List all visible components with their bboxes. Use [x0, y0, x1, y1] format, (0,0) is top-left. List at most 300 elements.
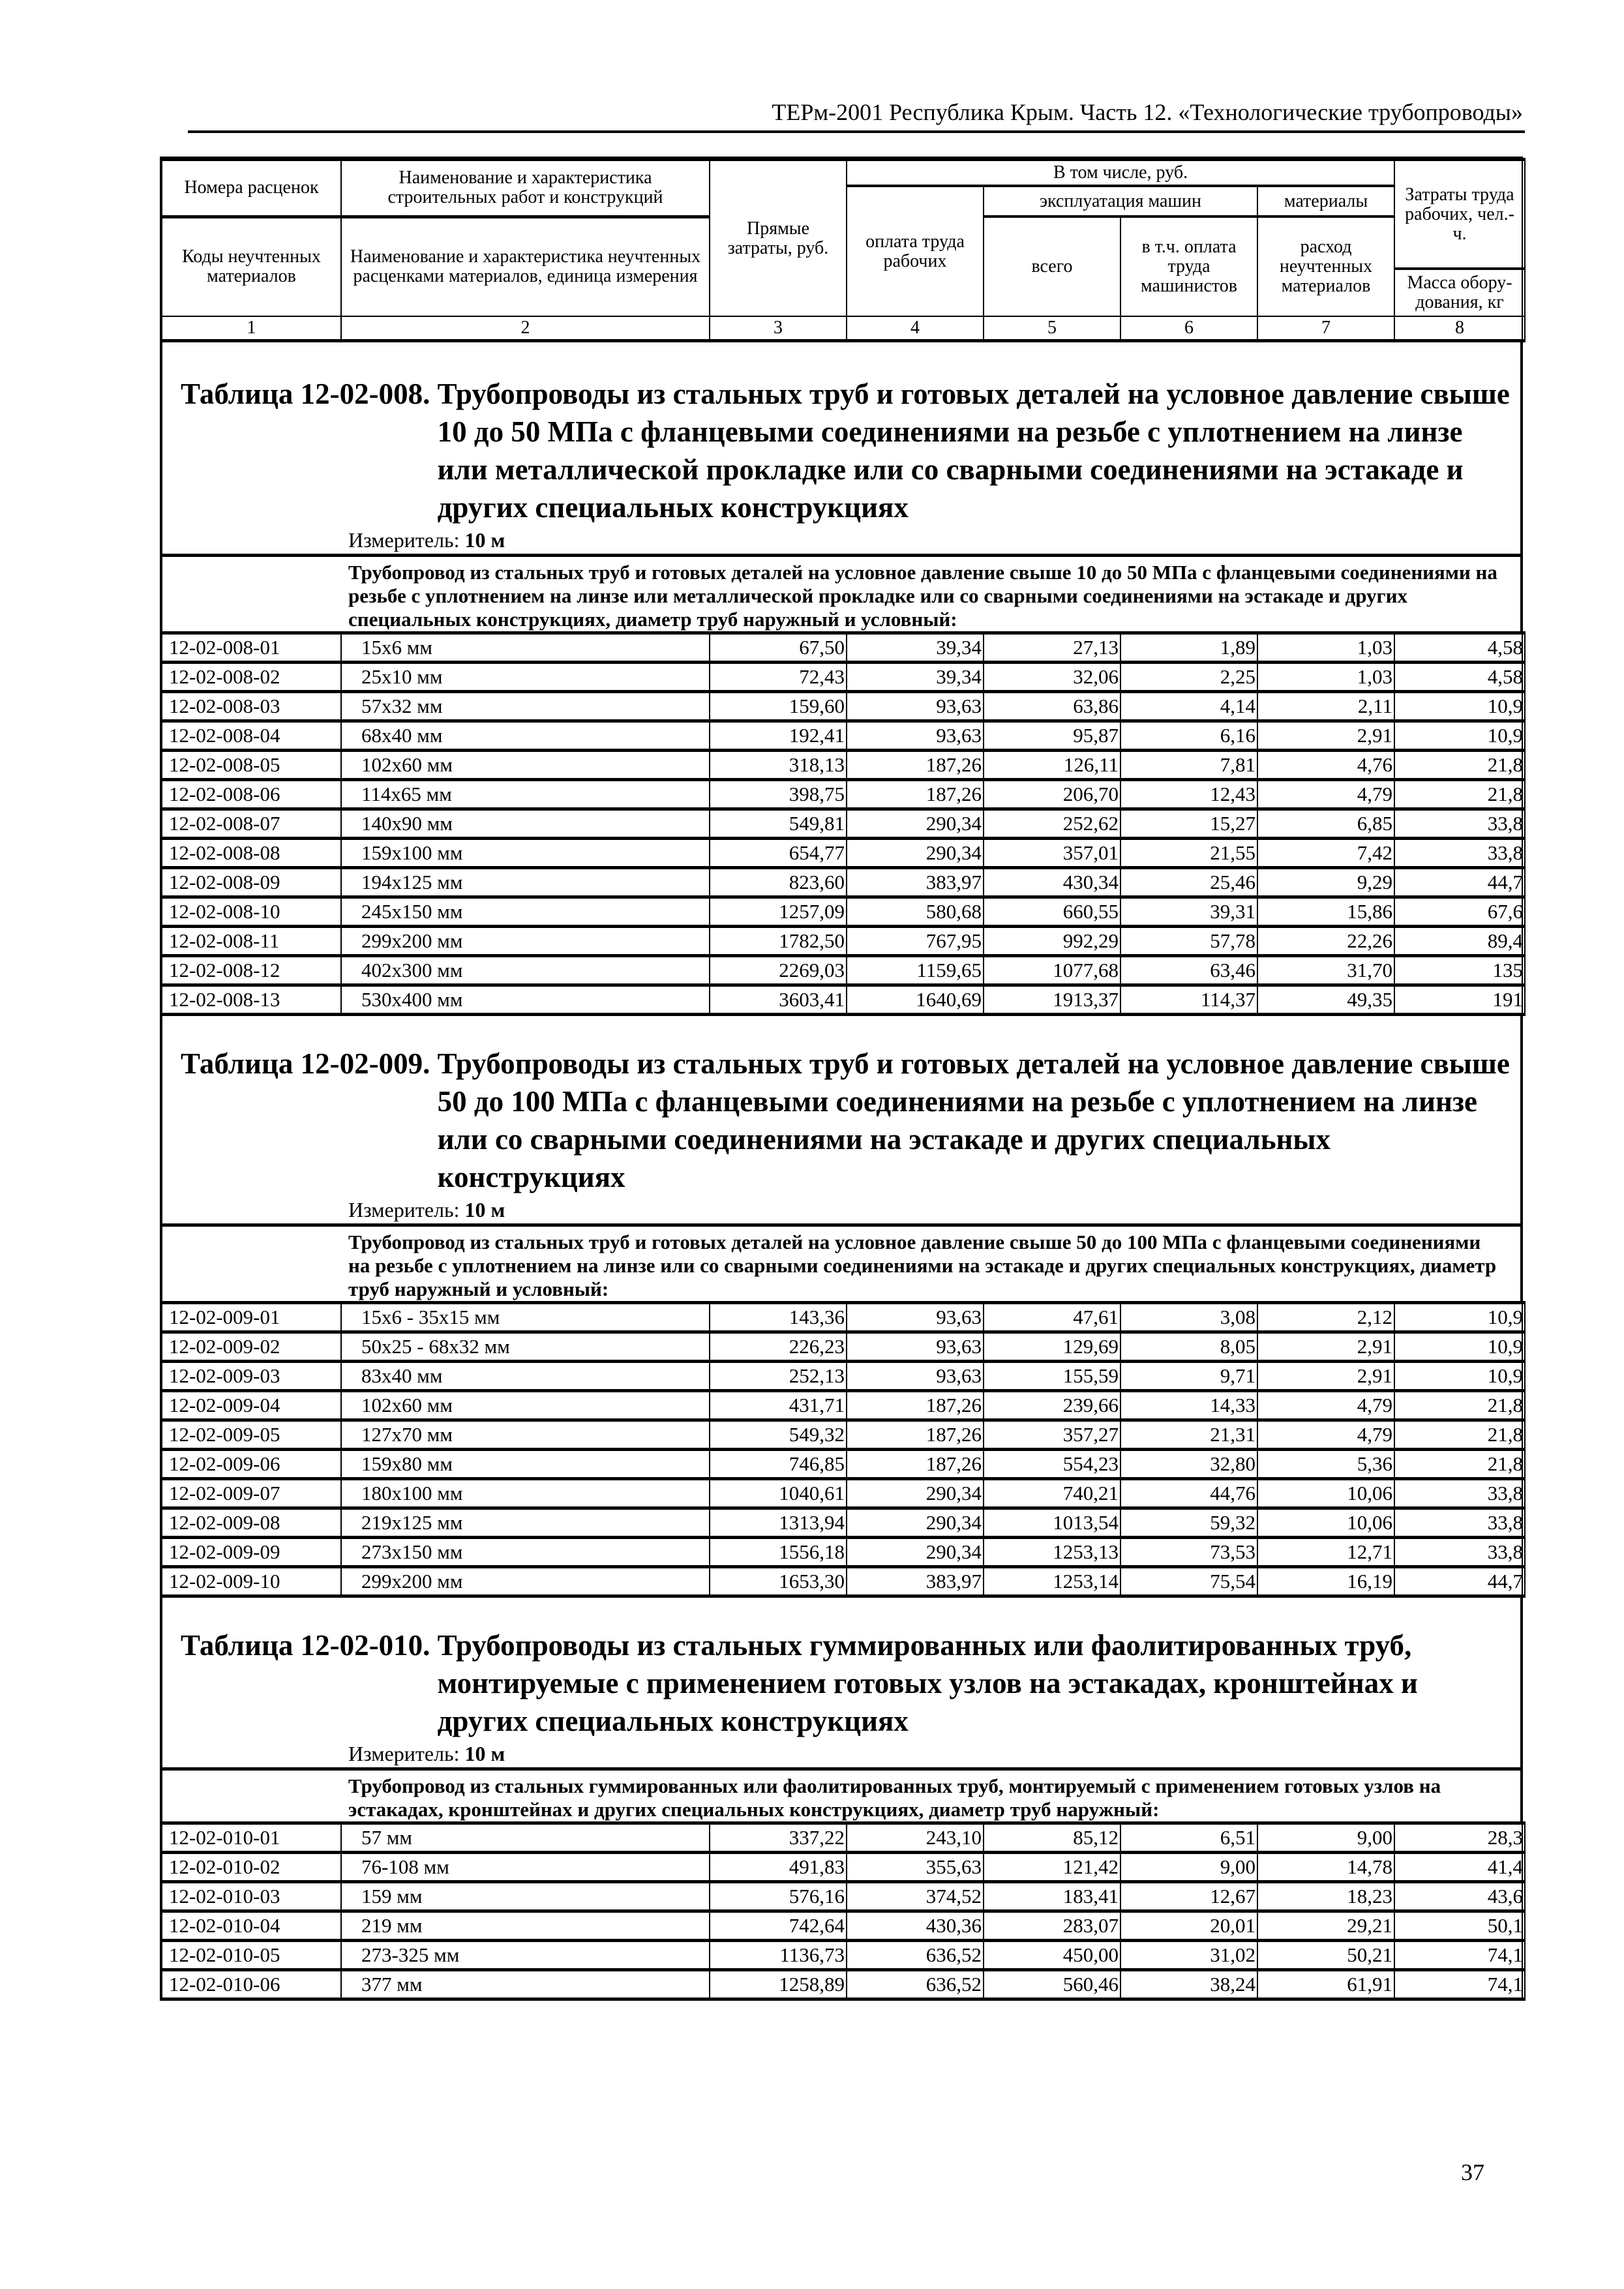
labor-pay-cell: 1159,65: [847, 956, 984, 985]
labor-hours-cell: 33,8: [1394, 1538, 1525, 1567]
section-label: Таблица 12-02-010.: [181, 1629, 430, 1662]
direct-costs-cell: 192,41: [710, 721, 847, 751]
labor-pay-cell: 1640,69: [847, 985, 984, 1015]
table-row: [162, 1420, 1525, 1450]
pipe-size: 76-108 мм: [341, 1853, 710, 1882]
labor-hours-cell: 4,58: [1394, 633, 1525, 663]
machines-total-cell: 27,13: [984, 633, 1120, 663]
machines-total-cell: 992,29: [984, 927, 1120, 956]
rate-code: 12-02-009-10: [162, 1567, 341, 1596]
direct-costs-cell: 398,75: [710, 780, 847, 809]
table-section: [161, 1626, 1522, 1821]
labor-pay-cell: 187,26: [847, 751, 984, 780]
machines-total-cell: 1913,37: [984, 985, 1120, 1015]
table-row: [162, 809, 1525, 839]
measure-label: Измеритель:: [348, 528, 460, 552]
section-title: [162, 1626, 1520, 1740]
labor-hours-cell: 74,1: [1394, 1941, 1525, 1970]
machines-total-cell: 1013,54: [984, 1508, 1120, 1538]
column-number: 8: [1394, 316, 1525, 341]
pipe-size: 102х60 мм: [341, 751, 710, 780]
rate-code: 12-02-009-01: [162, 1303, 341, 1332]
labor-pay-cell: 430,36: [847, 1911, 984, 1941]
rate-code: 12-02-008-13: [162, 985, 341, 1015]
header-machines: эксплуатация машин: [984, 186, 1257, 217]
column-number: 3: [710, 316, 847, 341]
measure-value: 10 м: [464, 1742, 505, 1765]
labor-hours-cell: 21,8: [1394, 780, 1525, 809]
table-row: [162, 751, 1525, 780]
table-row: [162, 1391, 1525, 1420]
direct-costs-cell: 159,60: [710, 692, 847, 721]
materials-cell: 9,00: [1257, 1823, 1394, 1853]
materials-cell: 14,78: [1257, 1853, 1394, 1882]
rates-table: [161, 1821, 1526, 2001]
header-rule: [188, 130, 1525, 133]
materials-cell: 31,70: [1257, 956, 1394, 985]
materials-cell: 6,85: [1257, 809, 1394, 839]
machines-total-cell: 155,59: [984, 1362, 1120, 1391]
section-title-text: Трубопроводы из стальных гуммированных или фаолитированных труб, монтируемые с применением готовых узлов на эстакадах, кронштейнах и других специальных конструкциях: [437, 1629, 1418, 1737]
machines-labor-cell: 7,81: [1120, 751, 1257, 780]
pipe-size: 402х300 мм: [341, 956, 710, 985]
machines-total-cell: 283,07: [984, 1911, 1120, 1941]
table-row: [162, 663, 1525, 692]
pipe-size: 180х100 мм: [341, 1479, 710, 1508]
direct-costs-cell: 549,81: [710, 809, 847, 839]
labor-pay-cell: 39,34: [847, 633, 984, 663]
machines-labor-cell: 57,78: [1120, 927, 1257, 956]
header-materials: материалы: [1257, 186, 1394, 217]
labor-hours-cell: 41,4: [1394, 1853, 1525, 1882]
materials-cell: 2,12: [1257, 1303, 1394, 1332]
labor-hours-cell: 10,9: [1394, 1332, 1525, 1362]
labor-hours-cell: 21,8: [1394, 1450, 1525, 1479]
machines-labor-cell: 8,05: [1120, 1332, 1257, 1362]
machines-total-cell: 1077,68: [984, 956, 1120, 985]
direct-costs-cell: 742,64: [710, 1911, 847, 1941]
rate-code: 12-02-009-05: [162, 1420, 341, 1450]
labor-hours-cell: 44,7: [1394, 868, 1525, 897]
table-row: [162, 1941, 1525, 1970]
rate-code: 12-02-009-02: [162, 1332, 341, 1362]
labor-pay-cell: 290,34: [847, 1479, 984, 1508]
section-label: Таблица 12-02-009.: [181, 1047, 430, 1080]
pipe-size: 377 мм: [341, 1970, 710, 1999]
header-materials-consumption: расход неучтенных материалов: [1257, 217, 1394, 316]
header-direct-costs: Прямые затраты, руб.: [710, 160, 847, 317]
running-head: ТЕРм-2001 Республика Крым. Часть 12. «Технологические трубопроводы»: [772, 99, 1523, 125]
machines-labor-cell: 3,08: [1120, 1303, 1257, 1332]
materials-cell: 5,36: [1257, 1450, 1394, 1479]
table-row: [162, 1538, 1525, 1567]
labor-pay-cell: 93,63: [847, 721, 984, 751]
labor-hours-cell: 21,8: [1394, 751, 1525, 780]
machines-total-cell: 252,62: [984, 809, 1120, 839]
direct-costs-cell: 431,71: [710, 1391, 847, 1420]
measure-unit: [162, 526, 1520, 554]
direct-costs-cell: 2269,03: [710, 956, 847, 985]
table-row: [162, 1303, 1525, 1332]
labor-pay-cell: 290,34: [847, 1538, 984, 1567]
labor-pay-cell: 355,63: [847, 1853, 984, 1882]
materials-cell: 2,91: [1257, 721, 1394, 751]
rate-code: 12-02-009-04: [162, 1391, 341, 1420]
materials-cell: 1,03: [1257, 663, 1394, 692]
column-number: 6: [1120, 316, 1257, 341]
labor-pay-cell: 290,34: [847, 809, 984, 839]
labor-hours-cell: 43,6: [1394, 1882, 1525, 1911]
machines-labor-cell: 73,53: [1120, 1538, 1257, 1567]
labor-hours-cell: 21,8: [1394, 1420, 1525, 1450]
materials-cell: 7,42: [1257, 839, 1394, 868]
rate-code: 12-02-010-05: [162, 1941, 341, 1970]
machines-total-cell: 95,87: [984, 721, 1120, 751]
labor-pay-cell: 636,52: [847, 1941, 984, 1970]
machines-total-cell: 121,42: [984, 1853, 1120, 1882]
section-gap: [161, 1016, 1522, 1045]
header-material-codes: Коды неучтенных материалов: [162, 217, 341, 316]
materials-cell: 10,06: [1257, 1508, 1394, 1538]
labor-pay-cell: 374,52: [847, 1882, 984, 1911]
header-material-name: Наименование и характеристика неучтенных расценками материалов, единица измерения: [341, 217, 710, 316]
table-row: [162, 839, 1525, 868]
machines-labor-cell: 114,37: [1120, 985, 1257, 1015]
materials-cell: 1,03: [1257, 633, 1394, 663]
machines-total-cell: 126,11: [984, 751, 1120, 780]
direct-costs-cell: 1556,18: [710, 1538, 847, 1567]
labor-hours-cell: 10,9: [1394, 721, 1525, 751]
pipe-size: 140х90 мм: [341, 809, 710, 839]
section-gap: [161, 342, 1522, 375]
direct-costs-cell: 252,13: [710, 1362, 847, 1391]
column-number: 1: [162, 316, 341, 341]
machines-labor-cell: 9,00: [1120, 1853, 1257, 1882]
table-row: [162, 897, 1525, 927]
pipe-size: 219х125 мм: [341, 1508, 710, 1538]
materials-cell: 61,91: [1257, 1970, 1394, 1999]
rates-table: [161, 631, 1526, 1016]
labor-hours-cell: 33,8: [1394, 1479, 1525, 1508]
machines-total-cell: 239,66: [984, 1391, 1120, 1420]
machines-total-cell: 450,00: [984, 1941, 1120, 1970]
header-labor-cost: Затраты труда рабочих, чел.-ч.: [1394, 160, 1525, 269]
machines-total-cell: 129,69: [984, 1332, 1120, 1362]
direct-costs-cell: 1258,89: [710, 1970, 847, 1999]
materials-cell: 4,79: [1257, 1391, 1394, 1420]
materials-cell: 29,21: [1257, 1911, 1394, 1941]
rate-code: 12-02-008-08: [162, 839, 341, 868]
rate-code: 12-02-010-01: [162, 1823, 341, 1853]
table-row: [162, 1911, 1525, 1941]
machines-total-cell: 63,86: [984, 692, 1120, 721]
table-row: [162, 927, 1525, 956]
column-number: 2: [341, 316, 710, 341]
pipe-size: 530х400 мм: [341, 985, 710, 1015]
table-row: [162, 1362, 1525, 1391]
table-row: [162, 985, 1525, 1015]
table-section: [161, 375, 1522, 631]
labor-pay-cell: 290,34: [847, 1508, 984, 1538]
table-row: [162, 1450, 1525, 1479]
header-equipment-mass: Масса обору-дования, кг: [1394, 269, 1525, 316]
materials-cell: 18,23: [1257, 1882, 1394, 1911]
pipe-size: 299х200 мм: [341, 1567, 710, 1596]
header-machines-labor: в т.ч. оплата труда машинистов: [1120, 217, 1257, 316]
materials-cell: 4,76: [1257, 751, 1394, 780]
pipe-size: 57 мм: [341, 1823, 710, 1853]
direct-costs-cell: 549,32: [710, 1420, 847, 1450]
header-rate-numbers: Номера расценок: [162, 160, 341, 217]
labor-hours-cell: 74,1: [1394, 1970, 1525, 1999]
rates-table: [161, 1301, 1526, 1598]
rate-code: 12-02-009-07: [162, 1479, 341, 1508]
direct-costs-cell: 337,22: [710, 1823, 847, 1853]
materials-cell: 9,29: [1257, 868, 1394, 897]
table-row: [162, 1823, 1525, 1853]
rate-code: 12-02-009-06: [162, 1450, 341, 1479]
direct-costs-cell: 1040,61: [710, 1479, 847, 1508]
labor-pay-cell: 187,26: [847, 1420, 984, 1450]
direct-costs-cell: 576,16: [710, 1882, 847, 1911]
machines-total-cell: 740,21: [984, 1479, 1120, 1508]
section-gap: [161, 1598, 1522, 1626]
rate-code: 12-02-008-09: [162, 868, 341, 897]
pipe-size: 102х60 мм: [341, 1391, 710, 1420]
direct-costs-cell: 318,13: [710, 751, 847, 780]
direct-costs-cell: 1313,94: [710, 1508, 847, 1538]
rate-code: 12-02-008-01: [162, 633, 341, 663]
rate-code: 12-02-008-06: [162, 780, 341, 809]
rate-code: 12-02-010-03: [162, 1882, 341, 1911]
table-row: [162, 1970, 1525, 1999]
materials-cell: 2,91: [1257, 1362, 1394, 1391]
rate-code: 12-02-010-06: [162, 1970, 341, 1999]
table-row: [162, 956, 1525, 985]
column-number: 7: [1257, 316, 1394, 341]
direct-costs-cell: 1782,50: [710, 927, 847, 956]
machines-labor-cell: 6,51: [1120, 1823, 1257, 1853]
materials-cell: 16,19: [1257, 1567, 1394, 1596]
machines-total-cell: 560,46: [984, 1970, 1120, 1999]
direct-costs-cell: 72,43: [710, 663, 847, 692]
machines-total-cell: 660,55: [984, 897, 1120, 927]
labor-pay-cell: 383,97: [847, 1567, 984, 1596]
rate-code: 12-02-009-09: [162, 1538, 341, 1567]
rate-code: 12-02-010-02: [162, 1853, 341, 1882]
labor-pay-cell: 93,63: [847, 1362, 984, 1391]
machines-total-cell: 32,06: [984, 663, 1120, 692]
machines-total-cell: 430,34: [984, 868, 1120, 897]
direct-costs-cell: 226,23: [710, 1332, 847, 1362]
pipe-size: 25х10 мм: [341, 663, 710, 692]
header-labor-pay: оплата труда рабочих: [847, 186, 984, 316]
machines-labor-cell: 63,46: [1120, 956, 1257, 985]
labor-hours-cell: 89,4: [1394, 927, 1525, 956]
table-header: [161, 158, 1526, 342]
pipe-size: 299х200 мм: [341, 927, 710, 956]
machines-labor-cell: 20,01: [1120, 1911, 1257, 1941]
pipe-size: 159х100 мм: [341, 839, 710, 868]
pipe-size: 245х150 мм: [341, 897, 710, 927]
rate-code: 12-02-008-05: [162, 751, 341, 780]
machines-labor-cell: 15,27: [1120, 809, 1257, 839]
table-section: [161, 1045, 1522, 1301]
section-description: Трубопровод из стальных гуммированных или фаолитированных труб, монтируемый с применением готовых узлов на эстакадах, кронштейнах и других специальных конструкциях, диаметр труб наружный:: [162, 1767, 1520, 1821]
column-number: 4: [847, 316, 984, 341]
direct-costs-cell: 746,85: [710, 1450, 847, 1479]
machines-total-cell: 206,70: [984, 780, 1120, 809]
machines-labor-cell: 21,55: [1120, 839, 1257, 868]
materials-cell: 49,35: [1257, 985, 1394, 1015]
machines-labor-cell: 4,14: [1120, 692, 1257, 721]
labor-hours-cell: 28,3: [1394, 1823, 1525, 1853]
pipe-size: 15х6 мм: [341, 633, 710, 663]
measure-label: Измеритель:: [348, 1742, 460, 1765]
direct-costs-cell: 823,60: [710, 868, 847, 897]
direct-costs-cell: 1257,09: [710, 897, 847, 927]
section-label: Таблица 12-02-008.: [181, 378, 430, 410]
section-description: Трубопровод из стальных труб и готовых деталей на условное давление свыше 10 до 50 МПа с фланцевыми соединениями на резьбе с уплотнением на линзе или металлической прокладке или со сварными соединениями на эстакаде и других специальных конструкциях, диаметр труб наружный и условный:: [162, 554, 1520, 631]
pipe-size: 194х125 мм: [341, 868, 710, 897]
rate-code: 12-02-008-03: [162, 692, 341, 721]
materials-cell: 4,79: [1257, 780, 1394, 809]
labor-hours-cell: 4,58: [1394, 663, 1525, 692]
page-number: 37: [1461, 2159, 1484, 2185]
pipe-size: 68х40 мм: [341, 721, 710, 751]
machines-total-cell: 357,27: [984, 1420, 1120, 1450]
direct-costs-cell: 67,50: [710, 633, 847, 663]
labor-pay-cell: 290,34: [847, 839, 984, 868]
machines-labor-cell: 25,46: [1120, 868, 1257, 897]
table-row: [162, 1567, 1525, 1596]
machines-total-cell: 47,61: [984, 1303, 1120, 1332]
measure-value: 10 м: [464, 528, 505, 552]
header-machines-total: всего: [984, 217, 1120, 316]
labor-pay-cell: 636,52: [847, 1970, 984, 1999]
labor-pay-cell: 243,10: [847, 1823, 984, 1853]
pipe-size: 127х70 мм: [341, 1420, 710, 1450]
header-work-name: Наименование и характеристика строительных работ и конструкций: [341, 160, 710, 217]
machines-labor-cell: 6,16: [1120, 721, 1257, 751]
machines-total-cell: 183,41: [984, 1882, 1120, 1911]
labor-hours-cell: 33,8: [1394, 1508, 1525, 1538]
pipe-size: 50х25 - 68х32 мм: [341, 1332, 710, 1362]
table-row: [162, 692, 1525, 721]
rate-code: 12-02-008-04: [162, 721, 341, 751]
materials-cell: 10,06: [1257, 1479, 1394, 1508]
table-row: [162, 868, 1525, 897]
labor-pay-cell: 383,97: [847, 868, 984, 897]
machines-labor-cell: 9,71: [1120, 1362, 1257, 1391]
materials-cell: 12,71: [1257, 1538, 1394, 1567]
measure-value: 10 м: [464, 1198, 505, 1221]
labor-hours-cell: 21,8: [1394, 1391, 1525, 1420]
pipe-size: 159х80 мм: [341, 1450, 710, 1479]
labor-pay-cell: 93,63: [847, 692, 984, 721]
rate-code: 12-02-009-03: [162, 1362, 341, 1391]
rate-code: 12-02-008-02: [162, 663, 341, 692]
labor-pay-cell: 93,63: [847, 1332, 984, 1362]
machines-labor-cell: 44,76: [1120, 1479, 1257, 1508]
machines-labor-cell: 12,43: [1120, 780, 1257, 809]
labor-hours-cell: 33,8: [1394, 839, 1525, 868]
pipe-size: 114х65 мм: [341, 780, 710, 809]
pipe-size: 57х32 мм: [341, 692, 710, 721]
pipe-size: 83х40 мм: [341, 1362, 710, 1391]
machines-labor-cell: 14,33: [1120, 1391, 1257, 1420]
materials-cell: 15,86: [1257, 897, 1394, 927]
rate-code: 12-02-010-04: [162, 1911, 341, 1941]
direct-costs-cell: 143,36: [710, 1303, 847, 1332]
machines-total-cell: 85,12: [984, 1823, 1120, 1853]
materials-cell: 2,11: [1257, 692, 1394, 721]
measure-label: Измеритель:: [348, 1198, 460, 1221]
labor-hours-cell: 50,1: [1394, 1911, 1525, 1941]
measure-unit: [162, 1740, 1520, 1767]
labor-hours-cell: 135: [1394, 956, 1525, 985]
table-row: [162, 1479, 1525, 1508]
header-including: В том числе, руб.: [847, 160, 1394, 187]
direct-costs-cell: 3603,41: [710, 985, 847, 1015]
section-title: [162, 375, 1520, 526]
materials-cell: 22,26: [1257, 927, 1394, 956]
pipe-size: 159 мм: [341, 1882, 710, 1911]
machines-total-cell: 1253,14: [984, 1567, 1120, 1596]
labor-hours-cell: 33,8: [1394, 809, 1525, 839]
rate-code: 12-02-008-12: [162, 956, 341, 985]
rate-code: 12-02-008-11: [162, 927, 341, 956]
pipe-size: 273х150 мм: [341, 1538, 710, 1567]
direct-costs-cell: 491,83: [710, 1853, 847, 1882]
measure-unit: [162, 1196, 1520, 1223]
machines-labor-cell: 2,25: [1120, 663, 1257, 692]
machines-labor-cell: 31,02: [1120, 1941, 1257, 1970]
direct-costs-cell: 1136,73: [710, 1941, 847, 1970]
direct-costs-cell: 654,77: [710, 839, 847, 868]
table-row: [162, 1882, 1525, 1911]
section-title-text: Трубопроводы из стальных труб и готовых деталей на условное давление свыше 50 до 100 МПа с фланцевыми соединениями на резьбе с уплотнением на линзе или со сварными соединениями на эстакаде и других специальных конструкциях: [437, 1047, 1510, 1193]
machines-labor-cell: 32,80: [1120, 1450, 1257, 1479]
materials-cell: 2,91: [1257, 1332, 1394, 1362]
rate-code: 12-02-008-10: [162, 897, 341, 927]
machines-labor-cell: 75,54: [1120, 1567, 1257, 1596]
direct-costs-cell: 1653,30: [710, 1567, 847, 1596]
labor-pay-cell: 187,26: [847, 1450, 984, 1479]
machines-labor-cell: 59,32: [1120, 1508, 1257, 1538]
machines-labor-cell: 1,89: [1120, 633, 1257, 663]
labor-hours-cell: 10,9: [1394, 1362, 1525, 1391]
machines-total-cell: 1253,13: [984, 1538, 1120, 1567]
machines-labor-cell: 12,67: [1120, 1882, 1257, 1911]
labor-pay-cell: 187,26: [847, 780, 984, 809]
table-row: [162, 1332, 1525, 1362]
materials-cell: 4,79: [1257, 1420, 1394, 1450]
labor-pay-cell: 767,95: [847, 927, 984, 956]
column-number: 5: [984, 316, 1120, 341]
pipe-size: 15х6 - 35х15 мм: [341, 1303, 710, 1332]
section-title: [162, 1045, 1520, 1196]
pipe-size: 273-325 мм: [341, 1941, 710, 1970]
labor-hours-cell: 44,7: [1394, 1567, 1525, 1596]
machines-total-cell: 554,23: [984, 1450, 1120, 1479]
labor-hours-cell: 10,9: [1394, 1303, 1525, 1332]
machines-labor-cell: 38,24: [1120, 1970, 1257, 1999]
section-title-text: Трубопроводы из стальных труб и готовых деталей на условное давление свыше 10 до 50 МПа с фланцевыми соединениями на резьбе с уплотнением на линзе или металлической прокладке или со сварными соединениями на эстакаде и других специальных конструкциях: [437, 378, 1510, 524]
section-description: Трубопровод из стальных труб и готовых деталей на условное давление свыше 50 до 100 МПа с фланцевыми соединениями на резьбе с уплотнением на линзе или со сварными соединениями на эстакаде и других специальных конструкциях, диаметр труб наружный и условный:: [162, 1223, 1520, 1301]
table-row: [162, 780, 1525, 809]
machines-total-cell: 357,01: [984, 839, 1120, 868]
